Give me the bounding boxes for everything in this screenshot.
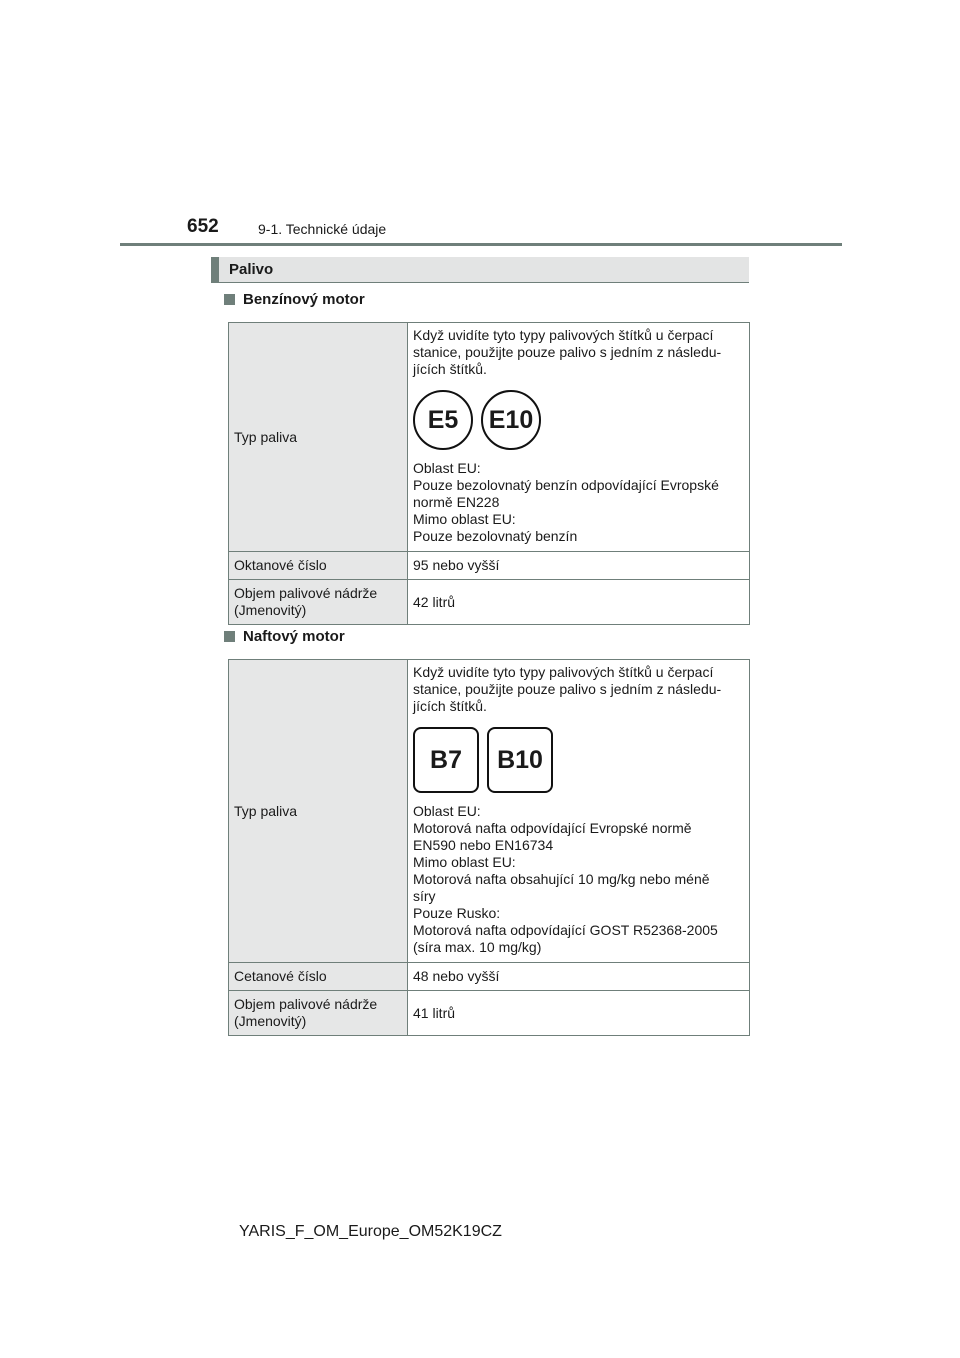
petrol-heading <box>224 291 365 308</box>
fuel-type-value <box>408 323 750 552</box>
fuel-label-b7-badge: B7 <box>413 727 479 793</box>
fuel-type-label: Typ paliva <box>229 323 408 552</box>
chapter-title: 9-1. Technické údaje <box>258 221 387 237</box>
fuel-region-notes: Oblast EU: Pouze bezolovnatý benzín odpovídající Evropské normě EN228 Mimo oblast EU: Pouze bezolovnatý benzín <box>413 460 719 544</box>
fuel-type-label: Typ paliva <box>229 660 408 963</box>
table-row <box>229 552 750 580</box>
table-row <box>229 963 750 991</box>
section-title-bar <box>211 257 749 283</box>
fuel-label-intro: Když uvidíte tyto typy palivových štítků u čerpací stanice, použijte pouze palivo s jedním z následu- jících štítků. <box>413 327 722 377</box>
octane-value: 95 nebo vyšší <box>408 552 750 580</box>
fuel-label-e10-badge: E10 <box>481 390 541 450</box>
tank-capacity-value: 42 litrů <box>408 580 750 625</box>
fuel-type-value <box>408 660 750 963</box>
fuel-label-b10-badge: B10 <box>487 727 553 793</box>
table-row <box>229 660 750 963</box>
fuel-label-badges <box>413 727 744 793</box>
cetane-label: Cetanové číslo <box>229 963 408 991</box>
tank-capacity-label: Objem palivové nádrže (Jmenovitý) <box>229 991 408 1036</box>
petrol-spec-table <box>228 322 750 625</box>
diesel-heading <box>224 628 345 645</box>
fuel-label-e5-badge: E5 <box>413 390 473 450</box>
tank-capacity-label: Objem palivové nádrže (Jmenovitý) <box>229 580 408 625</box>
header-divider <box>120 243 842 246</box>
document-code: YARIS_F_OM_Europe_OM52K19CZ <box>239 1223 502 1240</box>
table-row <box>229 323 750 552</box>
section-title: Palivo <box>229 261 274 278</box>
diesel-heading-text: Naftový motor <box>243 628 345 645</box>
fuel-label-intro: Když uvidíte tyto typy palivových štítků u čerpací stanice, použijte pouze palivo s jedním z následu- jících štítků. <box>413 664 722 714</box>
fuel-label-badges <box>413 390 744 450</box>
table-row <box>229 580 750 625</box>
fuel-region-notes: Oblast EU: Motorová nafta odpovídající Evropské normě EN590 nebo EN16734 Mimo oblast EU: Motorová nafta obsahující 10 mg/kg nebo méně síry Pouze Rusko: Motorová nafta odpovídající GOST R52368-2005 (síra max. 10 mg/kg) <box>413 803 718 955</box>
square-bullet-icon <box>224 631 235 642</box>
tank-capacity-value: 41 litrů <box>408 991 750 1036</box>
page-number: 652 <box>187 216 219 237</box>
petrol-heading-text: Benzínový motor <box>243 291 365 308</box>
cetane-value: 48 nebo vyšší <box>408 963 750 991</box>
octane-label: Oktanové číslo <box>229 552 408 580</box>
table-row <box>229 991 750 1036</box>
square-bullet-icon <box>224 294 235 305</box>
diesel-spec-table <box>228 659 750 1036</box>
